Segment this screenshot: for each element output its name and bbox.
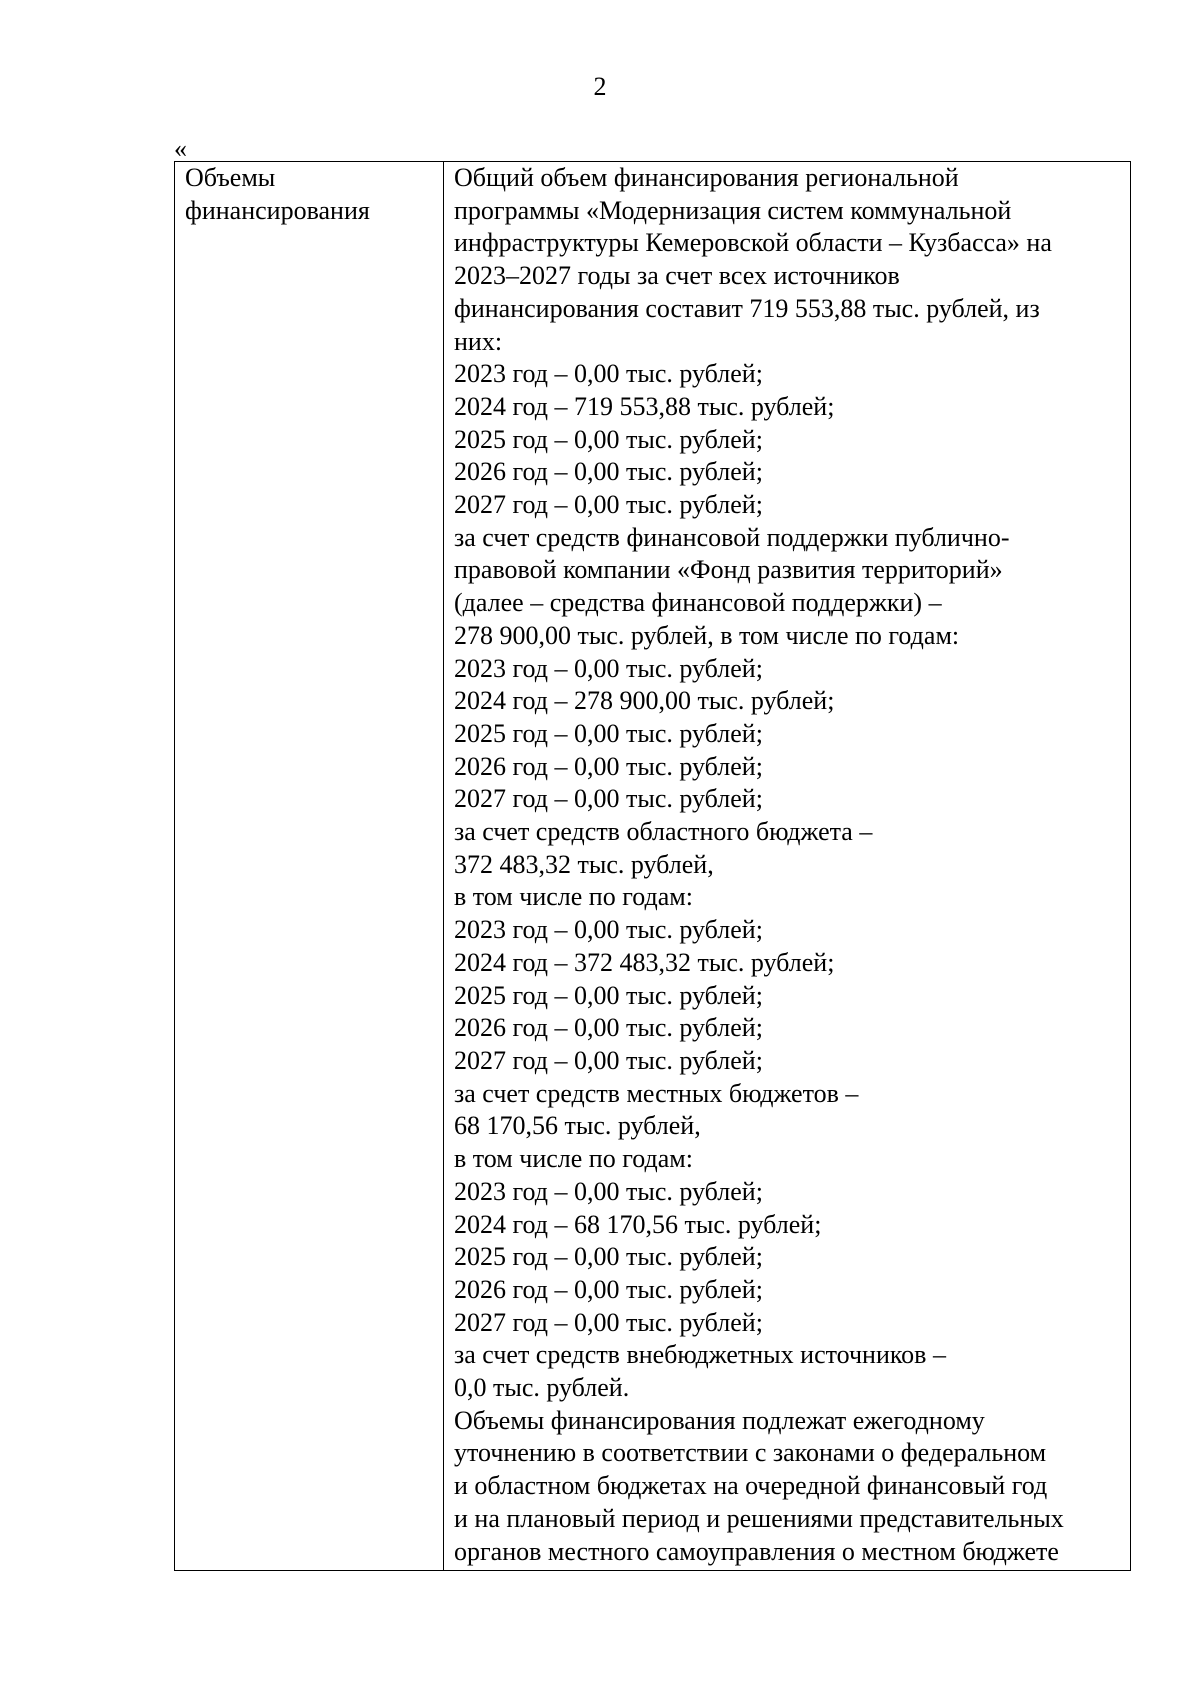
financing-table <box>174 161 1131 1571</box>
opening-quote-mark: « <box>174 134 187 163</box>
text-line: 2026 год – 0,00 тыс. рублей; <box>454 751 763 781</box>
text-line: 2023 год – 0,00 тыс. рублей; <box>454 653 763 683</box>
text-line: 2023 год – 0,00 тыс. рублей; <box>454 915 763 945</box>
text-line: за счет средств финансовой поддержки публично- <box>454 522 1010 552</box>
text-line: 2023 год – 0,00 тыс. рублей; <box>454 359 763 389</box>
page-number: 2 <box>593 72 607 101</box>
text-line: Общий объем финансирования региональной <box>454 163 959 192</box>
financing-row <box>175 162 1131 1571</box>
text-line: 2027 год – 0,00 тыс. рублей; <box>454 490 763 520</box>
text-line: них: <box>454 326 503 356</box>
text-line: 2024 год – 278 900,00 тыс. рублей; <box>454 686 835 716</box>
text-line: 2025 год – 0,00 тыс. рублей; <box>454 980 763 1010</box>
text-line: 2023 год – 0,00 тыс. рублей; <box>454 1176 763 1206</box>
text-line: 372 483,32 тыс. рублей, <box>454 849 714 879</box>
text-line: 2026 год – 0,00 тыс. рублей; <box>454 457 763 487</box>
text-line: 2024 год – 68 170,56 тыс. рублей; <box>454 1209 822 1239</box>
text-line: и областном бюджетах на очередной финансовый год <box>454 1471 1048 1501</box>
text-line: и на плановый период и решениями представительных <box>454 1503 1064 1533</box>
text-line: 2027 год – 0,00 тыс. рублей; <box>454 784 763 814</box>
text-line: в том числе по годам: <box>454 882 693 912</box>
text-line: органов местного самоуправления о местном бюджете <box>454 1536 1059 1566</box>
text-line: в том числе по годам: <box>454 1144 693 1174</box>
text-line: 2024 год – 719 553,88 тыс. рублей; <box>454 391 835 421</box>
text-line: 2024 год – 372 483,32 тыс. рублей; <box>454 947 835 977</box>
text-line: 2027 год – 0,00 тыс. рублей; <box>454 1307 763 1337</box>
text-line: за счет средств областного бюджета – <box>454 817 873 847</box>
text-line: 2026 год – 0,00 тыс. рублей; <box>454 1013 763 1043</box>
text-line: 2025 год – 0,00 тыс. рублей; <box>454 1242 763 1272</box>
text-line: за счет средств внебюджетных источников – <box>454 1340 946 1370</box>
text-line: 2025 год – 0,00 тыс. рублей; <box>454 424 763 454</box>
text-line: 278 900,00 тыс. рублей, в том числе по годам: <box>454 620 960 650</box>
row-label-cell <box>175 162 444 1571</box>
text-line: правовой компании «Фонд развития территорий» <box>454 555 1003 585</box>
text-line: 2025 год – 0,00 тыс. рублей; <box>454 718 763 748</box>
text-line: Объемы финансирования подлежат ежегодному <box>454 1405 985 1435</box>
text-line: 0,0 тыс. рублей. <box>454 1373 630 1403</box>
financing-details-cell <box>444 162 1131 1571</box>
text-line: уточнению в соответствии с законами о федеральном <box>454 1438 1047 1468</box>
text-line: 2026 год – 0,00 тыс. рублей; <box>454 1274 763 1304</box>
text-line: инфраструктуры Кемеровской области – Кузбасса» на <box>454 228 1052 258</box>
text-line: финансирования составит 719 553,88 тыс. рублей, из <box>454 293 1040 323</box>
text-line: программы «Модернизация систем коммунальной <box>454 195 1012 225</box>
text-line: (далее – средства финансовой поддержки) – <box>454 588 942 618</box>
row-label-line: финансирования <box>185 195 370 225</box>
text-line: 2023–2027 годы за счет всех источников <box>454 261 900 291</box>
text-line: 2027 год – 0,00 тыс. рублей; <box>454 1045 763 1075</box>
row-label-line: Объемы <box>185 163 276 192</box>
text-line: 68 170,56 тыс. рублей, <box>454 1111 701 1141</box>
text-line: за счет средств местных бюджетов – <box>454 1078 859 1108</box>
